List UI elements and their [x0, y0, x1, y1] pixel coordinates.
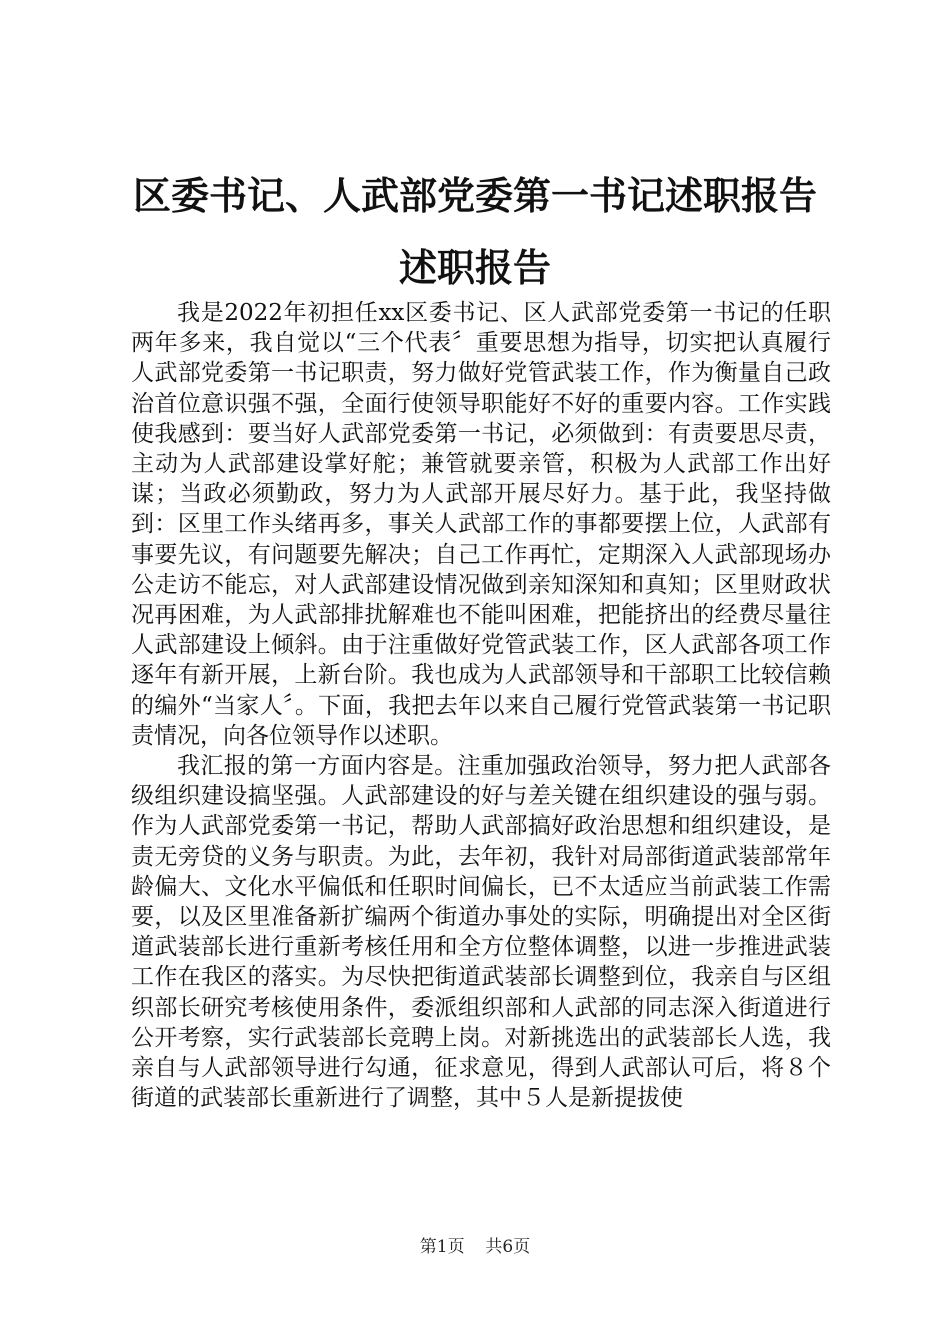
page-footer [0, 1236, 950, 1258]
body-paragraph-2: 我汇报的第一方面内容是。注重加强政治领导，努力把人武部各级组织建设搞坚强。人武部建设的好与差关键在组织建设的强与弱。作为人武部党委第一书记，帮助人武部搞好政治思想和组织建设，是责无旁贷的义务与职责。为此，去年初，我针对局部街道武装部常年龄偏大、文化水平偏低和任职时间偏长，已不太适应当前武装工作需要，以及区里准备新扩编两个街道办事处的实际，明确提出对全区街道武装部长进行重新考核任用和全方位整体调整，以进一步推进武装工作在我区的落实。为尽快把街道武装部长调整到位，我亲自与区组织部长研究考核使用条件，委派组织部和人武部的同志深入街道进行公开考察，实行武装部长竞聘上岗。对新挑选出的武装部长人选，我亲自与人武部领导进行勾通，征求意见，得到人武部认可后，将８个街道的武装部长重新进行了调整，其中５人是新提拔使 [131, 753, 831, 1112]
document-title: 区委书记、人武部党委第一书记述职报告述职报告 [132, 173, 817, 290]
body-paragraph-1: 我是2022年初担任xx区委书记、区人武部党委第一书记的任职两年多来，我自觉以“三个代表〞重要思想为指导，切实把认真履行人武部党委第一书记职责，努力做好党管武装工作，作为衡量自己政治首位意识强不强，全面行使领导职能好不好的重要内容。工作实践使我感到：要当好人武部党委第一书记，必须做到：有责要思尽责，主动为人武部建设掌好舵；兼管就要亲管，积极为人武部工作出好谋；当政必须勤政，努力为人武部开展尽好力。基于此，我坚持做到：区里工作头绪再多，事关人武部工作的事都要摆上位，人武部有事要先议，有问题要先解决；自己工作再忙，定期深入人武部现场办公走访不能忘，对人武部建设情况做到亲知深知和真知；区里财政状况再困难，为人武部排扰解难也不能叫困难，把能挤出的经费尽量往人武部建设上倾斜。由于注重做好党管武装工作，区人武部各项工作逐年有新开展，上新台阶。我也成为人武部领导和干部职工比较信赖的编外“当家人〞。下面，我把去年以来自己履行党管武装第一书记职责情况，向各位领导作以述职。 [131, 300, 831, 749]
page-total: 共6页 [485, 1237, 531, 1257]
document-body [131, 298, 831, 1113]
page-number: 第1页 [419, 1237, 465, 1257]
